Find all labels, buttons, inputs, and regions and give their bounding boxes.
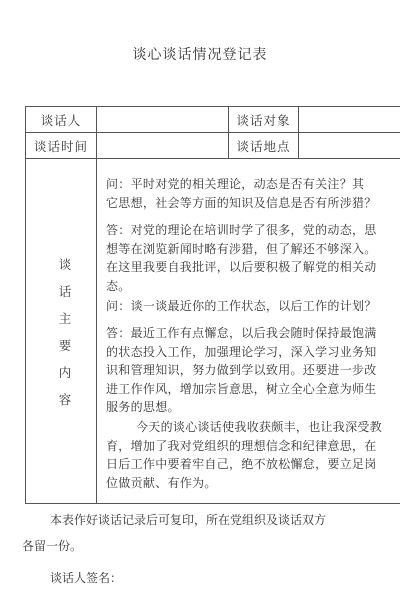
- table-row-divider: [25, 158, 400, 159]
- talker-signature-label: 谈话人签名：: [50, 571, 123, 585]
- summary: 今天的谈心谈话使我收获颇丰，也让我深受教 育，增加了我对党组织的理想信念和纪律意思，在 日后工作中要着牢自己，绝不放松懈怠，要立足岗 位做贡献、有作为。: [106, 420, 383, 490]
- answer-2: 答：最近工作有点懈怠，以后我会随时保持最饱满 的状态投入工作，加强理论学习，深入学习业务知 识和管理知识，努力做到学以致用。还要进一步改 进工作作风，增加宗旨意思，树立全心全意为师生 服务的思想。: [106, 326, 377, 414]
- talk-target-label: 谈话对象: [236, 113, 291, 128]
- question-2: 问：谈一谈最近你的工作状态，以后工作的计划？: [106, 299, 377, 313]
- footnote-line-2: 各留一份。: [22, 539, 83, 553]
- talk-time-label: 谈话时间: [33, 139, 88, 154]
- question-1: 问：平时对党的相关理论，动态是否有关注？其 它思想，社会等方面的知识及信息是否有所涉猎？: [106, 177, 377, 210]
- table-column-divider: [96, 106, 97, 503]
- footnote-line-1: 本表作好谈话记录后可复印，所在党组织及谈话双方: [50, 513, 327, 527]
- talk-place-label: 谈话地点: [236, 139, 291, 154]
- table-row-divider: [25, 132, 400, 133]
- table-column-divider: [298, 106, 299, 158]
- table-border-left: [25, 106, 26, 503]
- page-title: 谈心谈话情况登记表: [132, 47, 268, 63]
- table-border-bottom: [25, 503, 400, 504]
- content-label: 谈 话 主 要 内 容: [58, 257, 72, 407]
- answer-1: 答：对党的理论在培训时学了很多，党的动态，思 想等在浏览新闻时略有涉猎，但了解还不够深入。 在这里我要自我批评，以后要积极了解党的相关动 态。: [106, 223, 377, 293]
- talker-label: 谈话人: [40, 113, 82, 128]
- table-border-top: [25, 106, 400, 107]
